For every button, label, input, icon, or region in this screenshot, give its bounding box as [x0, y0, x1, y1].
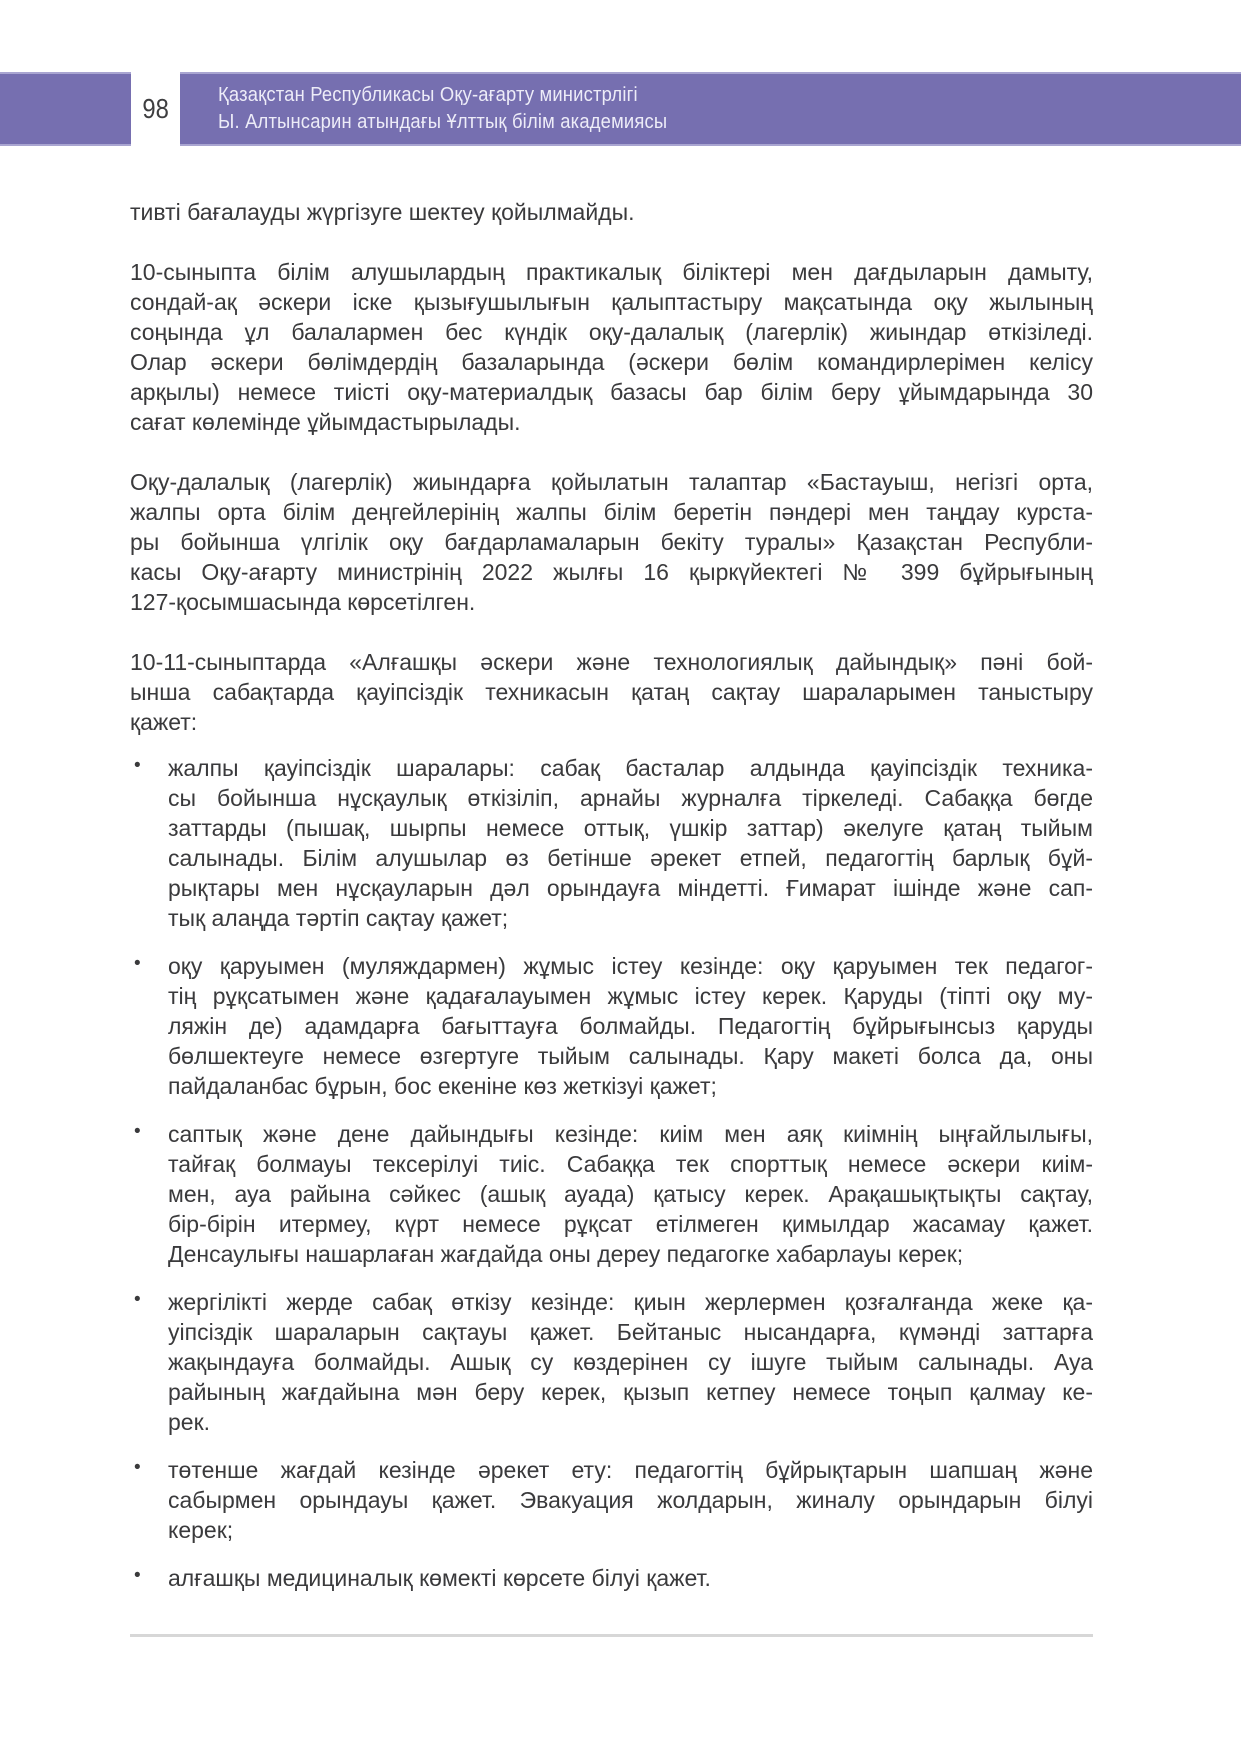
text-line: мен, ауа райына сәйкес (ашық ауада) қатысу керек. Арақашықтықты сақтау, [168, 1181, 1093, 1207]
text-line: тің рұқсатымен және қадағалауымен жұмыс істеу керек. Қаруды (тіпті оқу му- [168, 983, 1093, 1009]
text-line: Денсаулығы нашарлаған жағдайда оны дереу педагогке хабарлауы керек; [168, 1241, 964, 1267]
bullet-icon: • [134, 1121, 141, 1142]
header-band [180, 72, 1241, 146]
bullet-icon: • [134, 755, 141, 776]
text-line: сы бойынша нұсқаулық өткізіліп, арнайы журналға тіркеледі. Сабаққа бөгде [168, 785, 1093, 811]
text-line: соңында ұл балалармен бес күндік оқу-далалық (лагерлік) жиындар өткізіледі. [130, 319, 1093, 345]
text-line: касы Оқу-ағарту министрінің 2022 жылғы 16 қыркүйектегі № 399 бұйрығының [130, 559, 1093, 585]
text-line: 10-11-сыныптарда «Алғашқы әскери және технологиялық дайындық» пәні бой- [130, 649, 1093, 675]
bullet-icon: • [134, 953, 141, 974]
text-line: тық алаңда тәртіп сақтау қажет; [168, 905, 509, 931]
text-line: сондай-ақ әскери іске қызығушылығын қалыптастыру мақсатында оқу жылының [130, 289, 1093, 315]
bullet-item [130, 753, 1093, 933]
bullet-item [130, 1287, 1093, 1437]
text-line: уіпсіздік шараларын сақтауы қажет. Бейтаныс нысандарға, күмәнді заттарға [168, 1319, 1093, 1345]
paragraph [130, 467, 1093, 617]
text-line: тивті бағалауды жүргізуге шектеу қойылмайды. [130, 199, 635, 225]
text-line: ляжін де) адамдарға бағыттауға болмайды. Педагогтің бұйрығынсыз қаруды [168, 1013, 1093, 1039]
bullet-icon: • [134, 1565, 141, 1586]
text-line: Олар әскери бөлімдердің базаларында (әскери бөлім командирлерімен келісу [130, 349, 1093, 375]
text-line: жақындауға болмайды. Ашық су көздерінен су ішуге тыйым салынады. Ауа [168, 1349, 1093, 1375]
paragraph [130, 197, 1093, 227]
text-line: тайғақ болмауы тексерілуі тиіс. Сабаққа тек спорттық немесе әскери киім- [168, 1151, 1093, 1177]
text-line: 10-сыныпта білім алушылардың практикалық біліктері мен дағдыларын дамыту, [130, 259, 1093, 285]
text-line: ры бойынша үлгілік оқу бағдарламаларын бекіту туралы» Қазақстан Республи- [130, 529, 1093, 555]
text-line: салынады. Білім алушылар өз бетінше әрекет етпей, педагогтің барлық бұй- [168, 845, 1093, 871]
text-line: қажет: [130, 709, 198, 735]
text-line: сағат көлемінде ұйымдастырылады. [130, 409, 521, 435]
text-line: Оқу-далалық (лагерлік) жиындарға қойылатын талаптар «Бастауыш, негізгі орта, [130, 469, 1093, 495]
text-line: арқылы) немесе тиісті оқу-материалдық базасы бар білім беру ұйымдарында 30 [130, 379, 1093, 405]
text-line: керек; [168, 1517, 234, 1543]
text-line: жалпы қауіпсіздік шаралары: сабақ басталар алдында қауіпсіздік техника- [168, 755, 1093, 781]
paragraph [130, 257, 1093, 437]
bullet-item [130, 1563, 1093, 1593]
text-line: заттарды (пышақ, шырпы немесе оттық, үшкір заттар) әкелуге қатаң тыйым [168, 815, 1093, 841]
paragraph [130, 647, 1093, 737]
text-line: рықтары мен нұсқауларын дәл орындауға міндетті. Ғимарат ішінде және сап- [168, 875, 1093, 901]
header-band-left [0, 72, 131, 146]
text-line: оқу қаруымен (муляждармен) жұмыс істеу кезінде: оқу қаруымен тек педагог- [168, 953, 1093, 979]
text-line: пайдаланбас бұрын, бос екеніне көз жеткізуі қажет; [168, 1073, 717, 1099]
text-line: төтенше жағдай кезінде әрекет ету: педагогтің бұйрықтарын шапшаң және [168, 1457, 1093, 1483]
text-line: алғашқы медициналық көмекті көрсете білуі қажет. [168, 1565, 711, 1591]
text-line: бір-бірін итермеу, күрт немесе рұқсат етілмеген қимылдар жасамау қажет. [168, 1211, 1093, 1237]
academy-line: Ы. Алтынсарин атындағы Ұлттық білім академиясы [218, 111, 668, 133]
text-line: сабырмен орындауы қажет. Эвакуация жолдарын, жиналу орындарын білуі [168, 1487, 1093, 1513]
footer-rule [130, 1634, 1093, 1637]
text-line: бөлшектеуге немесе өзгертуге тыйым салынады. Қару макеті болса да, оны [168, 1043, 1093, 1069]
text-line: жалпы орта білім деңгейлерінің жалпы білім беретін пәндері мен таңдау курста- [130, 499, 1093, 525]
page-number: 98 [142, 93, 169, 124]
bullet-item [130, 1119, 1093, 1269]
ministry-line: Қазақстан Республикасы Оқу-ағарту министрлігі [218, 84, 638, 106]
text-line: рек. [168, 1409, 211, 1435]
bullet-icon: • [134, 1457, 141, 1478]
bullet-item [130, 1455, 1093, 1545]
content [130, 197, 1093, 1611]
text-line: ынша сабақтарда қауіпсіздік техникасын қатаң сақтау шараларымен таныстыру [130, 679, 1093, 705]
bullet-item [130, 951, 1093, 1101]
bullet-icon: • [134, 1289, 141, 1310]
text-line: саптық және дене дайындығы кезінде: киім мен аяқ киімнің ыңғайлылығы, [168, 1121, 1093, 1147]
text-line: 127-қосымшасында көрсетілген. [130, 589, 476, 615]
text-line: жергілікті жерде сабақ өткізу кезінде: қиын жерлермен қозғалғанда жеке қа- [168, 1289, 1093, 1315]
text-line: райының жағдайына мән беру керек, қызып кетпеу немесе тоңып қалмау ке- [168, 1379, 1093, 1405]
